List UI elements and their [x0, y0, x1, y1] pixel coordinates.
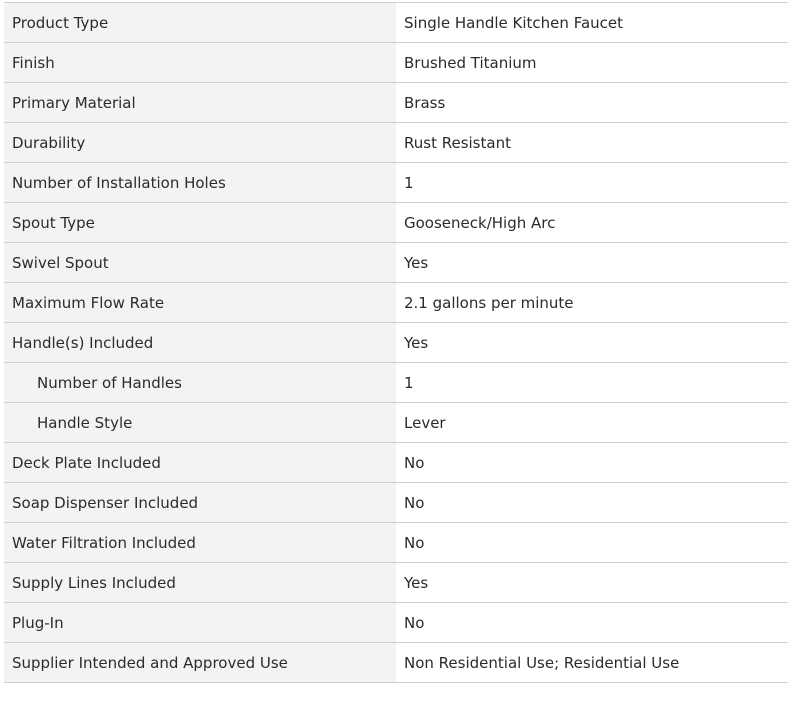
spec-value: Non Residential Use; Residential Use [396, 643, 788, 683]
spec-row [4, 523, 788, 563]
spec-row [4, 643, 788, 683]
spec-row [4, 243, 788, 283]
spec-row [4, 483, 788, 523]
spec-label: Maximum Flow Rate [4, 283, 396, 323]
spec-row [4, 603, 788, 643]
spec-label: Durability [4, 123, 396, 163]
spec-value: No [396, 523, 788, 563]
spec-row [4, 43, 788, 83]
spec-row [4, 363, 788, 403]
spec-value: 2.1 gallons per minute [396, 283, 788, 323]
spec-label: Spout Type [4, 203, 396, 243]
spec-label: Swivel Spout [4, 243, 396, 283]
spec-value: Lever [396, 403, 788, 443]
spec-row [4, 283, 788, 323]
spec-row [4, 123, 788, 163]
spec-value: Yes [396, 563, 788, 603]
spec-value: Rust Resistant [396, 123, 788, 163]
spec-row [4, 163, 788, 203]
spec-label: Deck Plate Included [4, 443, 396, 483]
spec-label: Primary Material [4, 83, 396, 123]
spec-row [4, 3, 788, 43]
spec-row [4, 563, 788, 603]
spec-value: Single Handle Kitchen Faucet [396, 3, 788, 43]
spec-value: No [396, 483, 788, 523]
specifications-table [4, 2, 788, 683]
spec-value: Gooseneck/High Arc [396, 203, 788, 243]
spec-value: No [396, 443, 788, 483]
spec-row [4, 83, 788, 123]
spec-value: Yes [396, 243, 788, 283]
specifications-table-body [4, 3, 788, 683]
spec-value: No [396, 603, 788, 643]
spec-label: Finish [4, 43, 396, 83]
spec-row [4, 403, 788, 443]
spec-label: Water Filtration Included [4, 523, 396, 563]
spec-row [4, 443, 788, 483]
spec-row [4, 323, 788, 363]
spec-label: Number of Installation Holes [4, 163, 396, 203]
spec-value: Brass [396, 83, 788, 123]
spec-value: Yes [396, 323, 788, 363]
spec-label: Plug-In [4, 603, 396, 643]
spec-label: Number of Handles [4, 363, 396, 403]
spec-row [4, 203, 788, 243]
spec-label: Soap Dispenser Included [4, 483, 396, 523]
spec-label: Product Type [4, 3, 396, 43]
spec-value: 1 [396, 363, 788, 403]
spec-value: Brushed Titanium [396, 43, 788, 83]
spec-value: 1 [396, 163, 788, 203]
spec-label: Handle Style [4, 403, 396, 443]
spec-label: Supplier Intended and Approved Use [4, 643, 396, 683]
spec-label: Handle(s) Included [4, 323, 396, 363]
spec-label: Supply Lines Included [4, 563, 396, 603]
